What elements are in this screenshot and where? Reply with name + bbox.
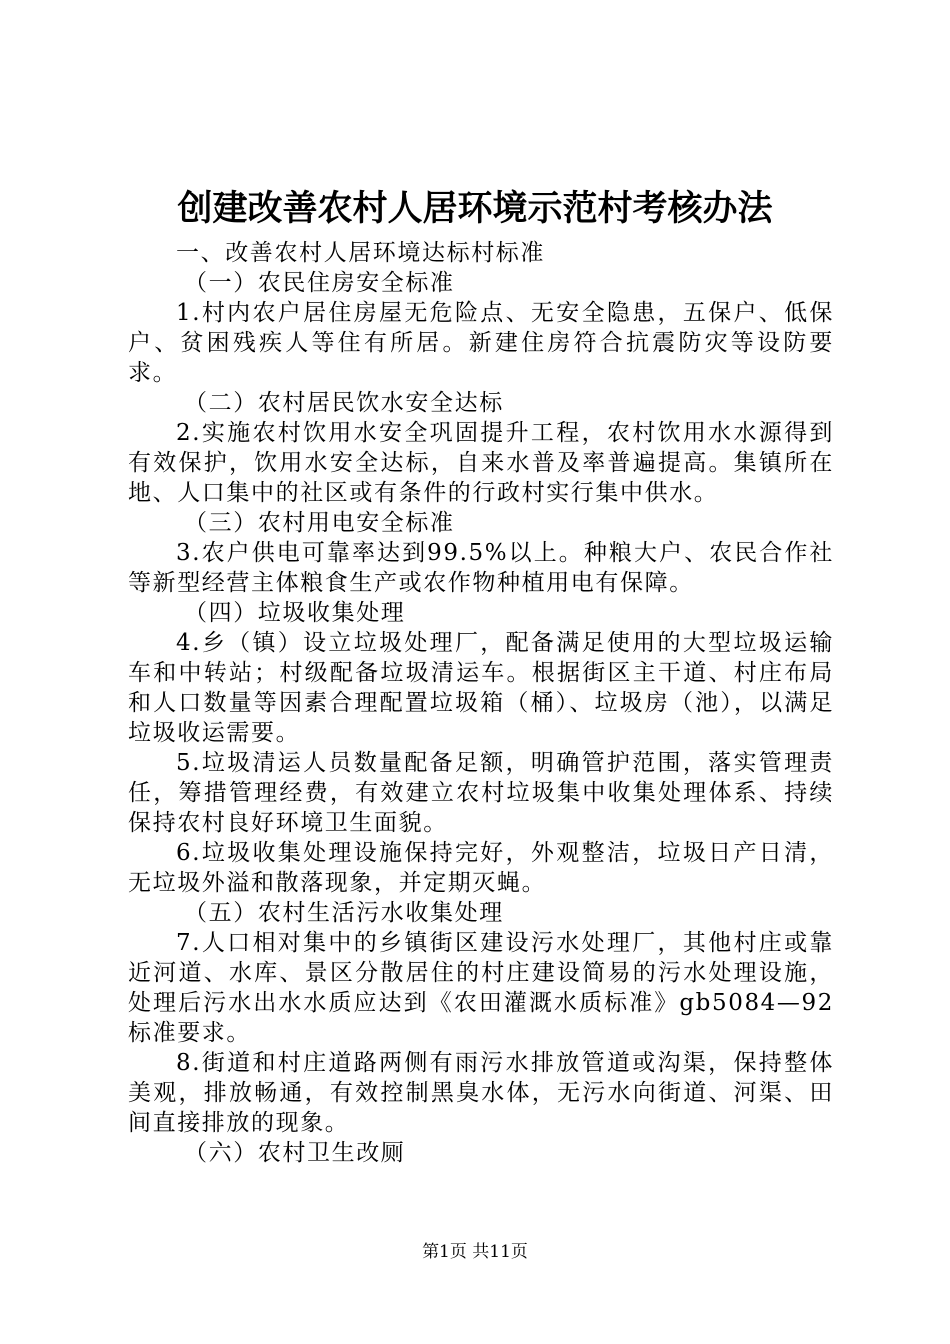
subsection-heading: （四）垃圾收集处理 — [184, 600, 406, 626]
document-body — [128, 238, 834, 1168]
body-paragraph: 8.街道和村庄道路两侧有雨污水排放管道或沟渠，保持整体美观，排放畅通，有效控制黑臭水体，无污水向街道、河渠、田间直接排放的现象。 — [128, 1050, 834, 1136]
document-title: 创建改善农村人居环境示范村考核办法 — [177, 188, 773, 229]
subsection-heading: （三）农村用电安全标准 — [184, 510, 455, 536]
body-paragraph: 6.垃圾收集处理设施保持完好，外观整洁，垃圾日产日清，无垃圾外溢和散落现象，并定期灭蝇。 — [128, 840, 834, 896]
body-paragraph: 5.垃圾清运人员数量配备足额，明确管护范围，落实管理责任，筹措管理经费，有效建立农村垃圾集中收集处理体系、持续保持农村良好环境卫生面貌。 — [128, 750, 834, 836]
subsection-heading: （二）农村居民饮水安全达标 — [184, 390, 504, 416]
subsection-heading: （五）农村生活污水收集处理 — [184, 900, 504, 926]
subsection-heading: （一）农民住房安全标准 — [184, 270, 455, 296]
page-number-footer: 第1页 共11页 — [422, 1242, 528, 1262]
body-paragraph: 2.实施农村饮用水安全巩固提升工程，农村饮用水水源得到有效保护，饮用水安全达标，自来水普及率普遍提高。集镇所在地、人口集中的社区或有条件的行政村实行集中供水。 — [128, 420, 834, 506]
section-heading: 一、改善农村人居环境达标村标准 — [176, 240, 545, 266]
body-paragraph: 1.村内农户居住房屋无危险点、无安全隐患，五保户、低保户、贫困残疾人等住有所居。新建住房符合抗震防灾等设防要求。 — [128, 300, 834, 386]
body-paragraph: 7.人口相对集中的乡镇街区建设污水处理厂，其他村庄或靠近河道、水库、景区分散居住的村庄建设简易的污水处理设施，处理后污水出水水质应达到《农田灌溉水质标准》gb5084—92标准要求。 — [128, 930, 834, 1046]
subsection-heading: （六）农村卫生改厕 — [184, 1140, 406, 1166]
body-paragraph: 3.农户供电可靠率达到99.5%以上。种粮大户、农民合作社等新型经营主体粮食生产或农作物种植用电有保障。 — [128, 540, 834, 596]
body-paragraph: 4.乡（镇）设立垃圾处理厂，配备满足使用的大型垃圾运输车和中转站；村级配备垃圾清运车。根据街区主干道、村庄布局和人口数量等因素合理配置垃圾箱（桶）、垃圾房（池），以满足垃圾收运需要。 — [128, 630, 834, 746]
